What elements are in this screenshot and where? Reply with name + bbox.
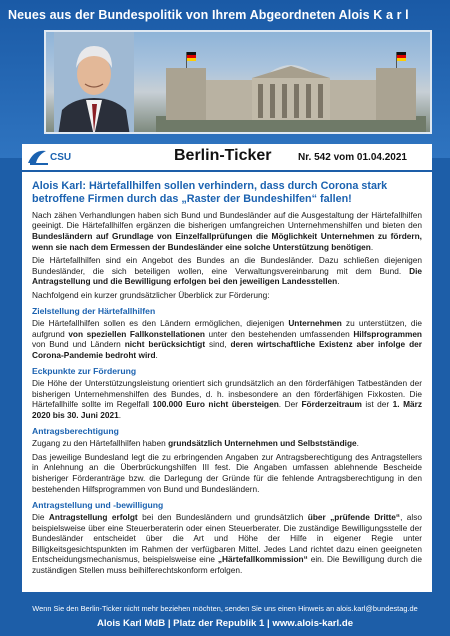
paragraph-overview: Nachfolgend ein kurzer grundsätzlicher Überblick zur Förderung: — [32, 289, 270, 300]
section-title-application: Antragstellung und -bewilligung — [32, 500, 164, 511]
reichstag-image — [156, 50, 426, 134]
header-photo — [44, 30, 432, 134]
csu-logo-icon — [26, 147, 82, 167]
ticker-issue-number: Nr. 542 vom 01.04.2021 — [298, 152, 407, 163]
paragraph-eligibility-details: Das jeweilige Bundesland legt die zu erbringenden Angaben zur Antragsberechtigung des Antragstellers in Anlehnung an die Überbrückungshilfen III fest. Die Angaben umfassen ablehnende Bescheide bisheriger Förderanträge bzw. die Darlegung der Gründe für die fehlende Antragsberechtigung in den bestehenden Hilfsprogrammen von Bund und Bundesländern. — [32, 451, 422, 494]
paragraph-intro: Nach zähen Verhandlungen haben sich Bund und Bundesländer auf die Ausgestaltung der Härtefallhilfen geeinigt. Die Härtefallhilfen ergänzen die bisherigen umfangreichen Unternehmenshilfen und bieten den Bundesländern auf Grundlage von Einzelfallprüfungen die Möglichkeit Unternehmen zu fördern, wenn sie nach dem Ermessen der Bundesländer eine solche Unterstützung benötigen. — [32, 209, 422, 252]
paragraph-offer: Die Härtefallhilfen sind ein Angebot des Bundes an die Bundesländer. Dazu schließen diejenigen Bundesländer, die sich beteiligen wollen, eine Verwaltungsvereinbarung mit dem Bund. Die Antragstellung und die Bewilligung erfolgen bei den jeweiligen Landesstellen. — [32, 255, 422, 287]
paragraph-key-points: Die Höhe der Unterstützungsleistung orientiert sich grundsätzlich an den förderfähigen Tatbeständen der bisherigen Unternehmenshilfen des Bundes, d. h. insbesondere an den förderfähigen Fixkosten. Die Härtefallhilfe sollte im Regelfall 100.000 Euro nicht übersteigen. Der Förderzeitraum ist der 1. März 2020 bis 30. Juni 2021. — [32, 378, 422, 420]
ticker-title: Berlin-Ticker — [174, 147, 272, 164]
paragraph-eligibility: Zugang zu den Härtefallhilfen haben grundsätzlich Unternehmen und Selbstständige. — [32, 438, 359, 449]
section-title-goal: Zielstellung der Härtefallhilfen — [32, 306, 156, 317]
article-body — [22, 172, 432, 592]
footer-unsubscribe-note: Wenn Sie den Berlin-Ticker nicht mehr beziehen möchten, senden Sie uns einen Hinweis an alois.karl@bundestag.de — [32, 604, 418, 613]
header-title: Neues aus der Bundespolitik von Ihrem Abgeordneten Alois K a r l — [8, 8, 409, 22]
paragraph-application: Die Antragstellung erfolgt bei den Bundesländern und grundsätzlich über „prüfende Dritte“, also beispielsweise über eine Steuerberaterin oder einen Steuerberater. Die zuständige Bewilligungsstelle der Bundesländer entscheidet über die Art und Höhe der Hilfe in eigener Regie unter Billigkeitsgesichtspunkten im Rahmen der verfügbaren Mittel. Jedes Land richtet dazu einen geeigneten Entscheidungsmechanismus, beispielsweise eine „Härtefallkommission“ ein. Die Bewilligung durch die zuständigen Stellen muss beihilferechtskonform erfolgen. — [32, 512, 423, 575]
section-title-key-points: Eckpunkte zur Förderung — [32, 366, 137, 377]
section-title-eligibility: Antragsberechtigung — [32, 426, 119, 437]
logo-text: CSU — [50, 152, 72, 163]
footer-contact: Alois Karl MdB | Platz der Republik 1 | www.alois-karl.de — [96, 618, 354, 629]
ticker-bar — [22, 144, 432, 170]
header-banner — [0, 0, 450, 158]
portrait-image — [54, 32, 134, 134]
article-headline: Alois Karl: Härtefallhilfen sollen verhindern, dass durch Corona stark betroffene Firmen durch das „Raster der Bundeshilfen“ fallen! — [32, 180, 388, 205]
paragraph-goal: Die Härtefallhilfen sollen es den Ländern ermöglichen, diejenigen Unternehmen zu unterstützen, die aufgrund von speziellen Fallkonstellationen unter den bestehenden umfassenden Hilfsprogrammen von Bund und Ländern nicht berücksichtigt sind, deren wirtschaftliche Existenz aber infolge der Corona-Pandemie bedroht wird. — [32, 318, 423, 360]
